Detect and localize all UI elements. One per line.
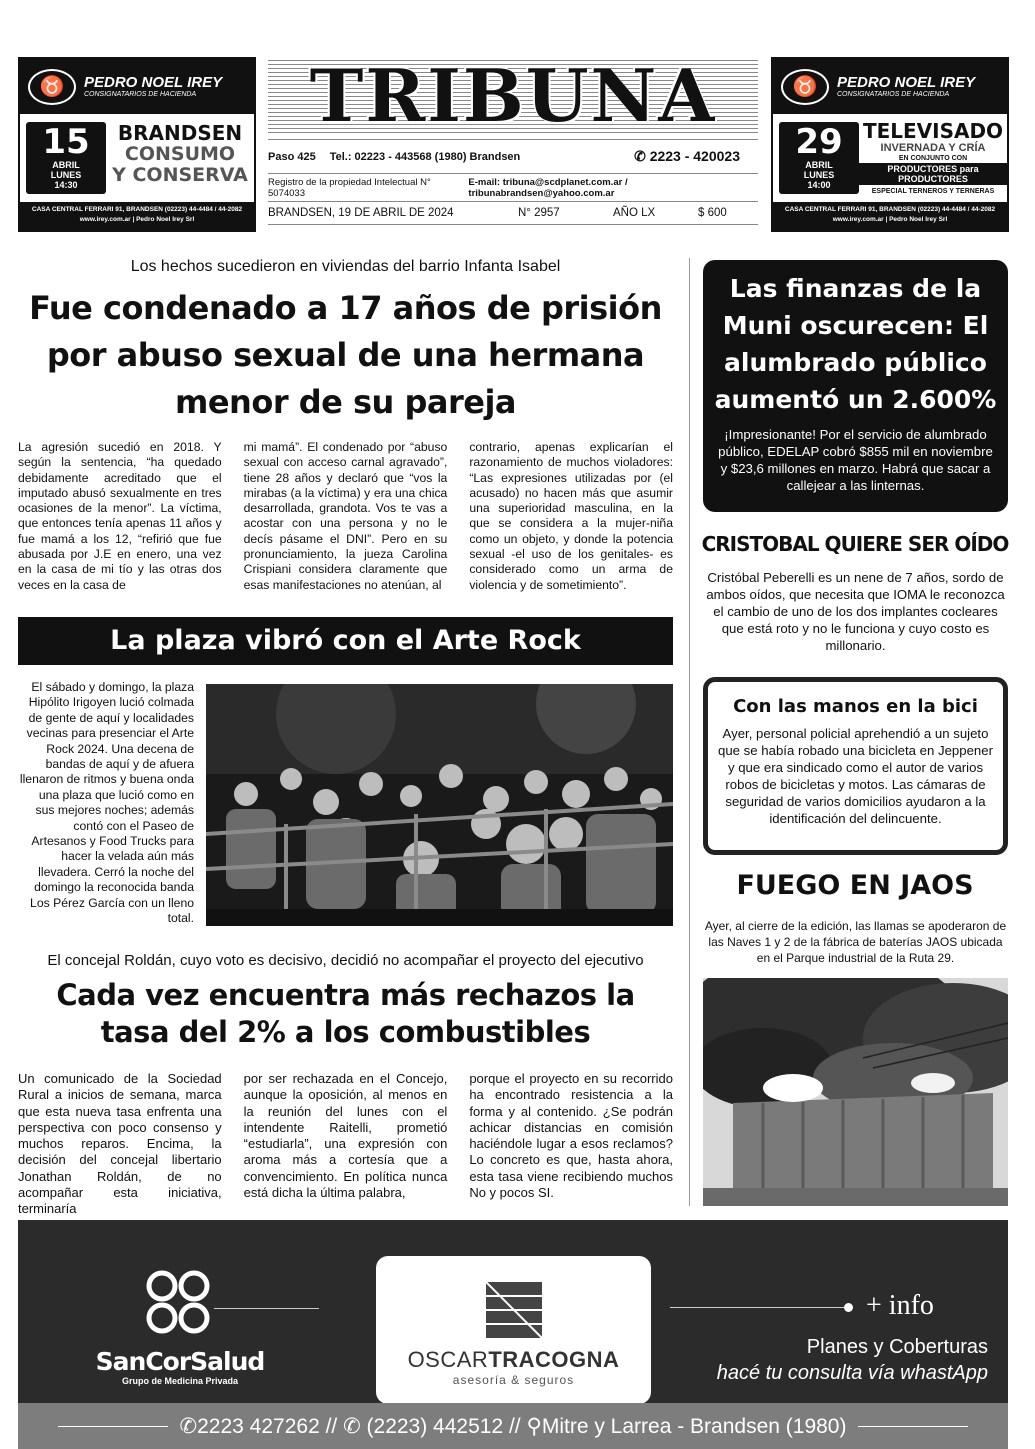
- ad-weekday: LUNES: [803, 170, 835, 180]
- ad-header: [773, 59, 1007, 114]
- masthead: [268, 53, 758, 232]
- story3-headline[interactable]: Cada vez encuentra más rechazos la tasa del 2% a los combustibles: [56, 978, 635, 1049]
- ad-event-1: TELEVISADO: [862, 119, 1004, 143]
- ad-brand-sub: CONSIGNATARIOS DE HACIENDA: [84, 91, 197, 98]
- ad-event-1: BRANDSEN: [117, 121, 243, 145]
- ad-day: 15: [42, 122, 90, 162]
- story1-col2: mi mamá”. El condenado por “abuso sexual con acceso carnal agravado”, tiene 28 años y declaró que “vos la mirabas (a la víctima) y era una chica desarrollada, grandota. Vos te vas a acostar con una persona y no le decís pásame el DNI”. Pero en su pronunciamiento, la jueza Carolina Crispiani considera claramente que esas manifestaciones no atenúan, al: [243, 440, 448, 592]
- ad-event-3: EN CONJUNTO CON: [898, 155, 968, 162]
- divider-line: [670, 1307, 850, 1308]
- ad-brand-sub: CONSIGNATARIOS DE HACIENDA: [837, 91, 950, 98]
- ad-time: 14:30: [54, 180, 78, 190]
- bull-icon: ♉: [781, 69, 829, 105]
- whatsapp-icon: ✆: [179, 1414, 198, 1438]
- ad-brand: PEDRO NOEL IREY: [84, 74, 223, 91]
- oscar-logo-icon: [486, 1282, 542, 1338]
- divider-line: [858, 1426, 968, 1427]
- edition-date: BRANDSEN, 19 DE ABRIL DE 2024: [268, 207, 454, 219]
- ad-event-5: ESPECIAL TERNEROS Y TERNERAS: [871, 188, 995, 195]
- divider-line: [58, 1426, 168, 1427]
- masthead-whatsapp[interactable]: ✆ 2223 - 420023: [634, 148, 740, 164]
- story3-col3: porque el proyecto en su recorrido ha encontrado resistencia a la forma y al contenido. ¿Se podrán achicar distancias en comisión haciéndole lugar a esos reclamos? Lo concreto es que, hasta ahora, esta tasa viene recibiendo muchos No y pocos SI.: [469, 1071, 673, 1201]
- ad-day: 29: [795, 122, 843, 162]
- cristobal-text: Cristóbal Peberelli es un nene de 7 años, sordo de ambos oídos, que necesita que IOMA le reconozca el cambio de uno de los dos implantes cocleares que está roto y no le funciona y cuyo costo es millonario.: [706, 570, 1005, 653]
- edition-year: AÑO LX: [613, 207, 656, 219]
- ad-web: www.irey.com.ar | Pedro Noel Irey Srl: [79, 216, 195, 223]
- whatsapp-icon: ✆: [634, 148, 650, 164]
- bici-text: Ayer, personal policial aprehendió a un sujeto que se había robado una bicicleta en Jeppener y que era sindicado como el autor de varios robos de bicicletas y motos. Las cámaras de seguridad de varios domicilios ayudaron a la identificación del delincuente.: [718, 726, 993, 826]
- sancor-logo: [80, 1268, 280, 1386]
- story1-headline[interactable]: Fue condenado a 17 años de prisión por abuso sexual de una hermana menor de su pareja: [29, 289, 662, 421]
- story1-col1: La agresión sucedió en 2018. Y según la sentencia, “ha quedado debidamente acreditado que el imputado abusó sexualmente en tres ocasiones de la menor”. La víctima, que entonces tenía apenas 11 años y fue mamá a los 12, “refirió que fue abusada por J.E en enero, una vez en la casa de mi tío y las otras dos veces en la casa de: [18, 440, 222, 592]
- ad-brand: PEDRO NOEL IREY: [837, 74, 976, 91]
- ad-date-badge: [779, 122, 859, 194]
- newspaper-title: TRIBUNA: [309, 53, 717, 138]
- ad-web: www.irey.com.ar | Pedro Noel Irey Srl: [832, 216, 948, 223]
- finanzas-headline: Las finanzas de la Muni oscurecen: El alumbrado público aumentó un 2.600%: [714, 274, 997, 414]
- story3-body: [18, 1071, 673, 1218]
- oscar-tracogna-card: [376, 1256, 651, 1404]
- plans-line-2: hacé tu consulta vía whastApp: [716, 1362, 988, 1384]
- issue-number: N° 2957: [518, 207, 560, 219]
- masthead-tel: Tel.: 02223 - 443568 (1980) Brandsen: [329, 150, 521, 163]
- ad-time: 14:00: [807, 180, 831, 190]
- masthead-address: Paso 425: [268, 150, 316, 163]
- oscar-name: OSCARTRACOGNA: [407, 1347, 620, 1372]
- story1-col3: contrario, apenas explicarían el razonamiento de muchos violadores: “Las expresiones utilizadas por (el acusado) no hacen más que asumir una superioridad masculina, en la que se considera a la mujer-niña como un objeto, y donde la potencia sexual -el uso de los genitales- es considerado como un arma de violencia y de sometimiento”.: [469, 440, 673, 592]
- story3-col2: por ser rechazada en el Concejo, aunque la oposición, al menos en la reunión del lunes con el intendente Raitelli, prometió “estudiarla”, una expresión con aroma más a cortesía que a convencimiento. En política nunca está dicha la última palabra,: [243, 1071, 448, 1201]
- finanzas-text: ¡Impresionante! Por el servicio de alumbrado público, EDELAP cobró $855 mil en noviembre y $23,6 millones en marzo. Habrá que sacar a callejear a las linternas.: [718, 427, 993, 493]
- bullet-dot-icon: [844, 1303, 853, 1312]
- concert-crowd-photo: [206, 684, 673, 926]
- story3-col1: Un comunicado de la Sociedad Rural a inicios de semana, marca que esta nueva tasa enfrenta una perspectiva con poco consenso y muchos reparos. Encima, la decisión del concejal libertario Jonathan Roldán, de no acompañar esta iniciativa, terminaría: [18, 1071, 222, 1217]
- ad-event-4: PRODUCTORES para PRODUCTORES: [859, 163, 1007, 185]
- ad-weekday: LUNES: [50, 170, 82, 180]
- finanzas-box[interactable]: [703, 260, 1008, 512]
- fuego-title[interactable]: FUEGO EN JAOS: [736, 870, 974, 901]
- plans-text: [668, 1334, 988, 1386]
- story1-kicker: Los hechos sucedieron en viviendas del barrio Infanta Isabel: [130, 258, 561, 275]
- irey-ad-right[interactable]: [771, 57, 1009, 232]
- sancor-sub: Grupo de Medicina Privada: [121, 1376, 239, 1386]
- edition-price: $ 600: [698, 207, 727, 219]
- story3-kicker: El concejal Roldán, cuyo voto es decisivo, decidió no acompañar el proyecto del ejecutivo: [47, 952, 644, 969]
- sancor-name: SanCorSalud: [95, 1347, 265, 1376]
- fuego-text: Ayer, al cierre de la edición, las llamas se apoderaron de las Naves 1 y 2 de la fábrica de baterías JAOS ubicada en el Parque industrial de la Ruta 29.: [704, 919, 1007, 965]
- bull-icon: ♉: [28, 69, 76, 105]
- ad-date-badge: [26, 122, 106, 194]
- masthead-registry: Registro de la propiedad Intelectual N° 5074033: [268, 176, 431, 199]
- bici-box[interactable]: [703, 677, 1008, 855]
- ad-header: [20, 59, 254, 114]
- ad-address: CASA CENTRAL FERRARI 91, BRANDSEN (02223) 44-4484 / 44-2082: [784, 206, 996, 213]
- sancor-rings-icon: [140, 1268, 220, 1338]
- story2-headline[interactable]: La plaza vibró con el Arte Rock: [18, 617, 673, 665]
- masthead-email[interactable]: E-mail: tribuna@scdplanet.com.ar / tribunabrandsen@yahoo.com.ar: [468, 176, 628, 199]
- story1-body: [18, 440, 673, 593]
- ad-month: ABRIL: [805, 160, 833, 170]
- ad-event-3: Y CONSERVA: [112, 164, 248, 186]
- more-info-label: + info: [866, 1290, 934, 1321]
- irey-ad-left[interactable]: [18, 57, 256, 232]
- factory-fire-photo: [703, 978, 1008, 1206]
- bici-title: Con las manos en la bici: [733, 696, 978, 717]
- divider-line: [214, 1308, 319, 1309]
- ad-event-2: CONSUMO: [124, 143, 236, 165]
- ad-month: ABRIL: [52, 160, 80, 170]
- ad-event-2: INVERNADA Y CRÍA: [880, 142, 986, 154]
- contact-strip[interactable]: [18, 1403, 1008, 1449]
- plans-line-1: Planes y Coberturas: [806, 1336, 988, 1358]
- oscar-sub: asesoría & seguros: [452, 1373, 575, 1387]
- ad-address: CASA CENTRAL FERRARI 91, BRANDSEN (02223) 44-4484 / 44-2082: [31, 206, 243, 213]
- footer-advertisement[interactable]: [18, 1220, 1008, 1449]
- story2-text: El sábado y domingo, la plaza Hipólito Irigoyen lució colmada de gente de aquí y localidades vecinas para presenciar el Arte Rock 2024. Una decena de bandas de aquí y de afuera llenaron de ritmos y buena onda una plaza que lució como en sus mejores noches; además contó con el Paseo de Artesanos y Food Trucks para hacer la velada aún más llevadera. Cerró la noche del domingo la reconocida banda Los Pérez García con un lleno total.: [19, 680, 194, 926]
- cristobal-title[interactable]: CRISTOBAL QUIERE SER OÍDO: [701, 532, 1009, 556]
- contact-info: 2223 427262 // ✆ (2223) 442512 // ⚲Mitre y Larrea - Brandsen (1980): [197, 1414, 847, 1438]
- column-divider: [689, 258, 690, 1206]
